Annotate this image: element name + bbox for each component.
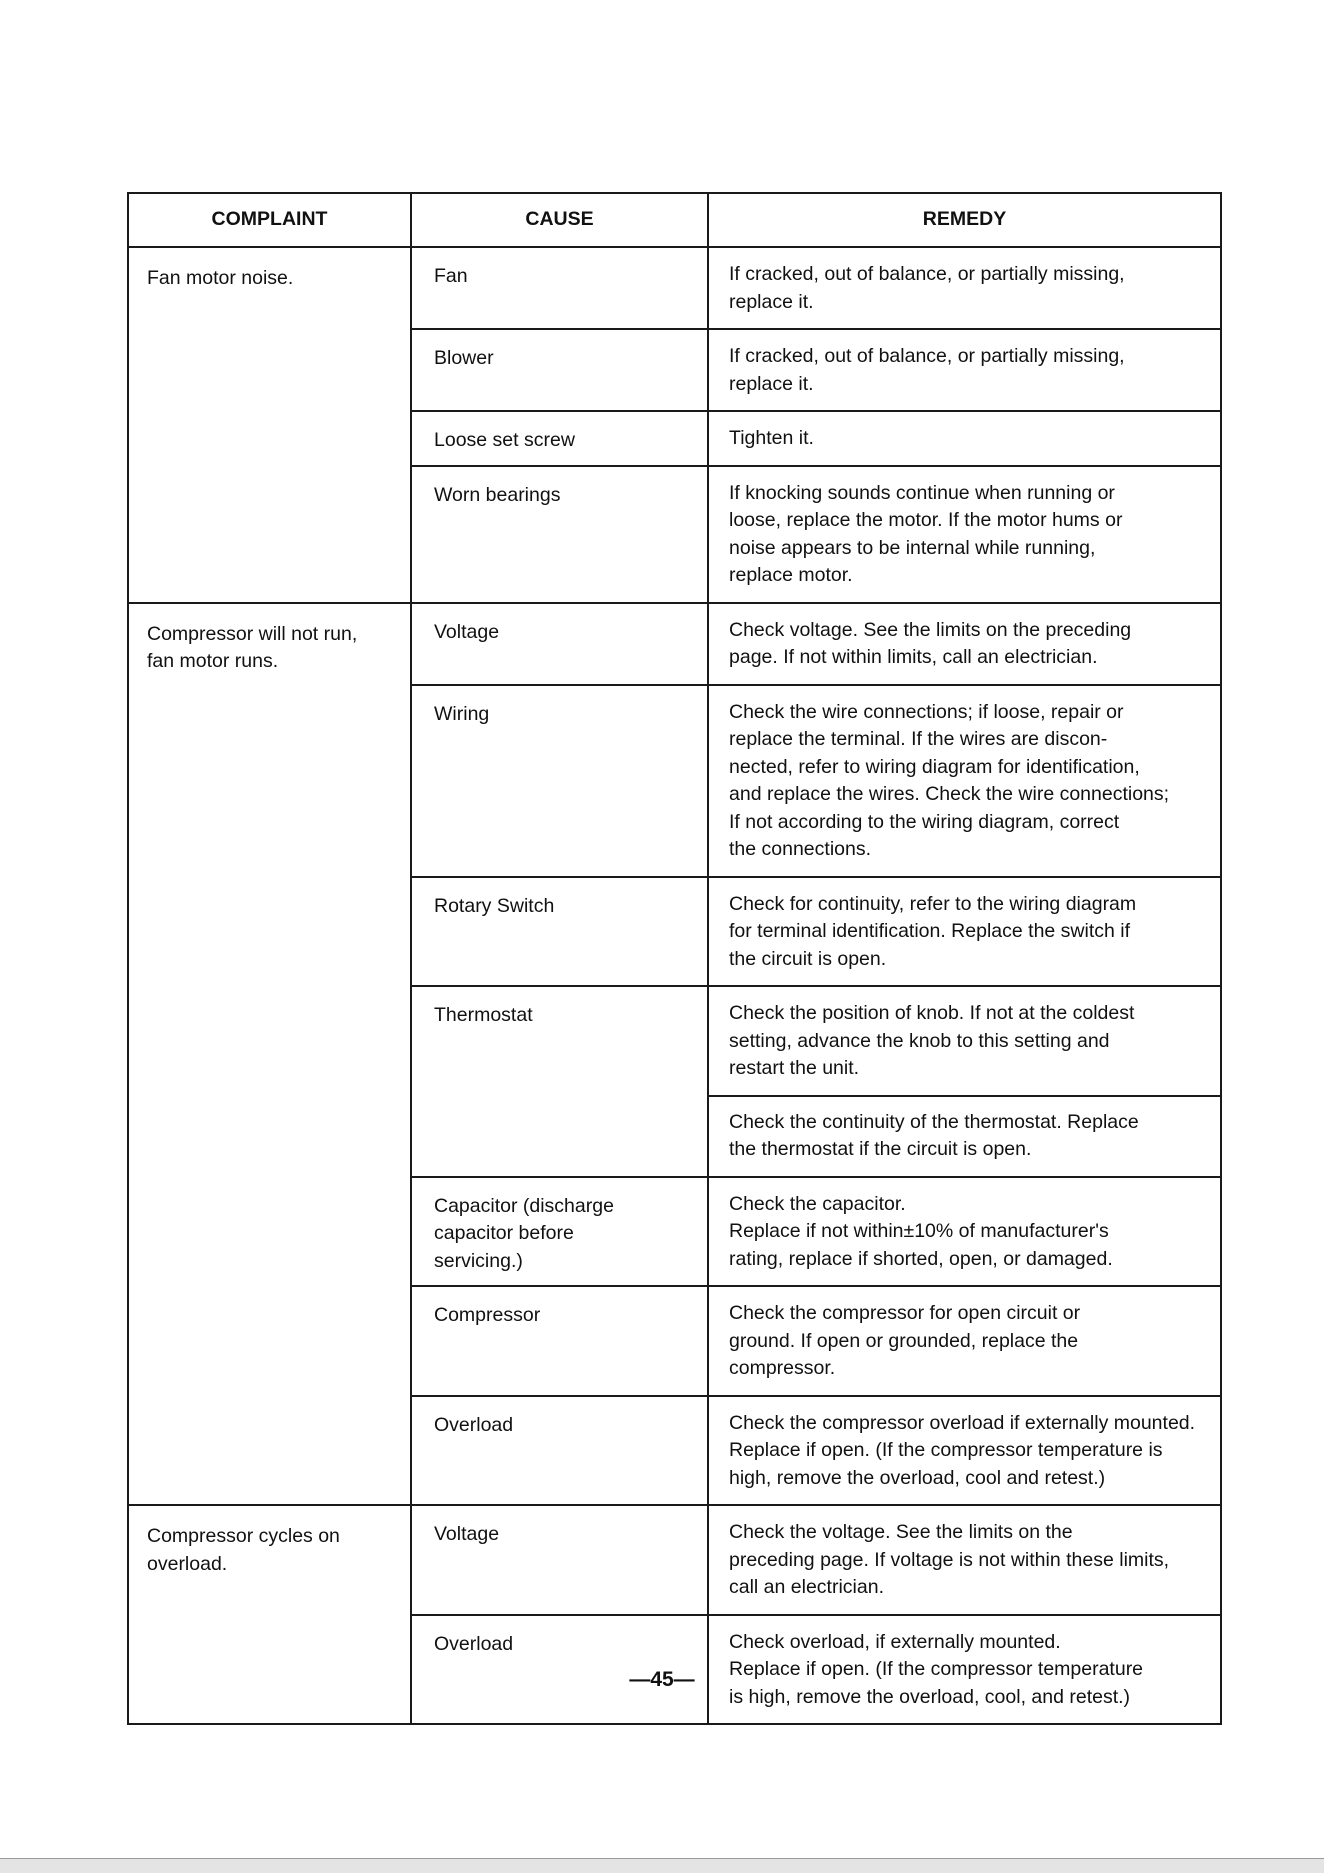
- cause-cell: [411, 466, 708, 603]
- cause-cell: [411, 603, 708, 685]
- table-row: [128, 1505, 1221, 1615]
- complaint-text: Compressor cycles on overload.: [147, 1525, 340, 1575]
- complaint-text: Compressor will not run, fan motor runs.: [147, 622, 358, 672]
- cause-text: Rotary Switch: [434, 894, 555, 917]
- complaint-cell: [128, 247, 411, 603]
- cause-text: Capacitor (discharge capacitor before servicing.): [434, 1194, 614, 1272]
- remedy-header: REMEDY: [708, 193, 1221, 247]
- remedy-cell: Check overload, if externally mounted. Replace if open. (If the compressor temperature is high, remove the overload, cool, and retest.): [708, 1615, 1221, 1725]
- remedy-cell: Check the position of knob. If not at the coldest setting, advance the knob to this setting and restart the unit.: [708, 986, 1221, 1096]
- cause-cell: [411, 685, 708, 877]
- cause-cell: [411, 411, 708, 466]
- cause-text: Voltage: [434, 1523, 500, 1545]
- cause-text: Voltage: [434, 620, 500, 643]
- cause-cell: [411, 1177, 708, 1287]
- cause-cell: [411, 1396, 708, 1506]
- cause-cell: [411, 1286, 708, 1396]
- cause-text: Fan: [434, 265, 468, 287]
- cause-text: Worn bearings: [434, 483, 561, 506]
- remedy-cell: Check the capacitor. Replace if not within±10% of manufacturer's rating, replace if shorted, open, or damaged.: [708, 1177, 1221, 1287]
- table-body: [128, 247, 1221, 1724]
- complaint-cell: [128, 603, 411, 1506]
- table-header-row: [128, 193, 1221, 247]
- troubleshooting-table: [127, 192, 1222, 1725]
- remedy-cell: Check for continuity, refer to the wiring diagram for terminal identification. Replace the switch if the circuit is open.: [708, 877, 1221, 987]
- page-number: —45—: [629, 1668, 695, 1691]
- remedy-cell: If knocking sounds continue when running or loose, replace the motor. If the motor hums or noise appears to be internal while running, replace motor.: [708, 466, 1221, 603]
- cause-cell: [411, 877, 708, 987]
- remedy-cell: Tighten it.: [708, 411, 1221, 466]
- remedy-cell: Check voltage. See the limits on the preceding page. If not within limits, call an electrician.: [708, 603, 1221, 685]
- table-row: [128, 603, 1221, 685]
- table-row: [128, 247, 1221, 329]
- cause-header: CAUSE: [411, 193, 708, 247]
- cause-text: Blower: [434, 347, 494, 369]
- cause-text: Overload: [434, 1413, 514, 1436]
- remedy-cell: Check the voltage. See the limits on the preceding page. If voltage is not within these limits, call an electrician.: [708, 1505, 1221, 1615]
- cause-cell: [411, 1505, 708, 1615]
- scan-bottom-edge: [0, 1858, 1324, 1873]
- cause-text: Overload: [434, 1632, 514, 1655]
- cause-cell: [411, 247, 708, 329]
- complaint-text: Fan motor noise.: [147, 267, 294, 289]
- cause-cell: [411, 986, 708, 1177]
- cause-text: Compressor: [434, 1304, 541, 1326]
- cause-text: Wiring: [434, 702, 490, 725]
- remedy-cell: Check the continuity of the thermostat. Replace the thermostat if the circuit is open.: [708, 1096, 1221, 1177]
- remedy-cell: If cracked, out of balance, or partially missing, replace it.: [708, 329, 1221, 411]
- complaint-header: COMPLAINT: [128, 193, 411, 247]
- remedy-cell: If cracked, out of balance, or partially missing, replace it.: [708, 247, 1221, 329]
- cause-text: Thermostat: [434, 1004, 533, 1026]
- remedy-cell: Check the compressor overload if externally mounted. Replace if open. (If the compressor temperature is high, remove the overload, cool and retest.): [708, 1396, 1221, 1506]
- cause-text: Loose set screw: [434, 429, 575, 451]
- remedy-cell: Check the wire connections; if loose, repair or replace the terminal. If the wires are discon- nected, refer to wiring diagram for identification, and replace the wires. Check the wire connections; If not according to the wiring diagram, correct the connections.: [708, 685, 1221, 877]
- cause-cell: [411, 329, 708, 411]
- remedy-cell: Check the compressor for open circuit or ground. If open or grounded, replace the compressor.: [708, 1286, 1221, 1396]
